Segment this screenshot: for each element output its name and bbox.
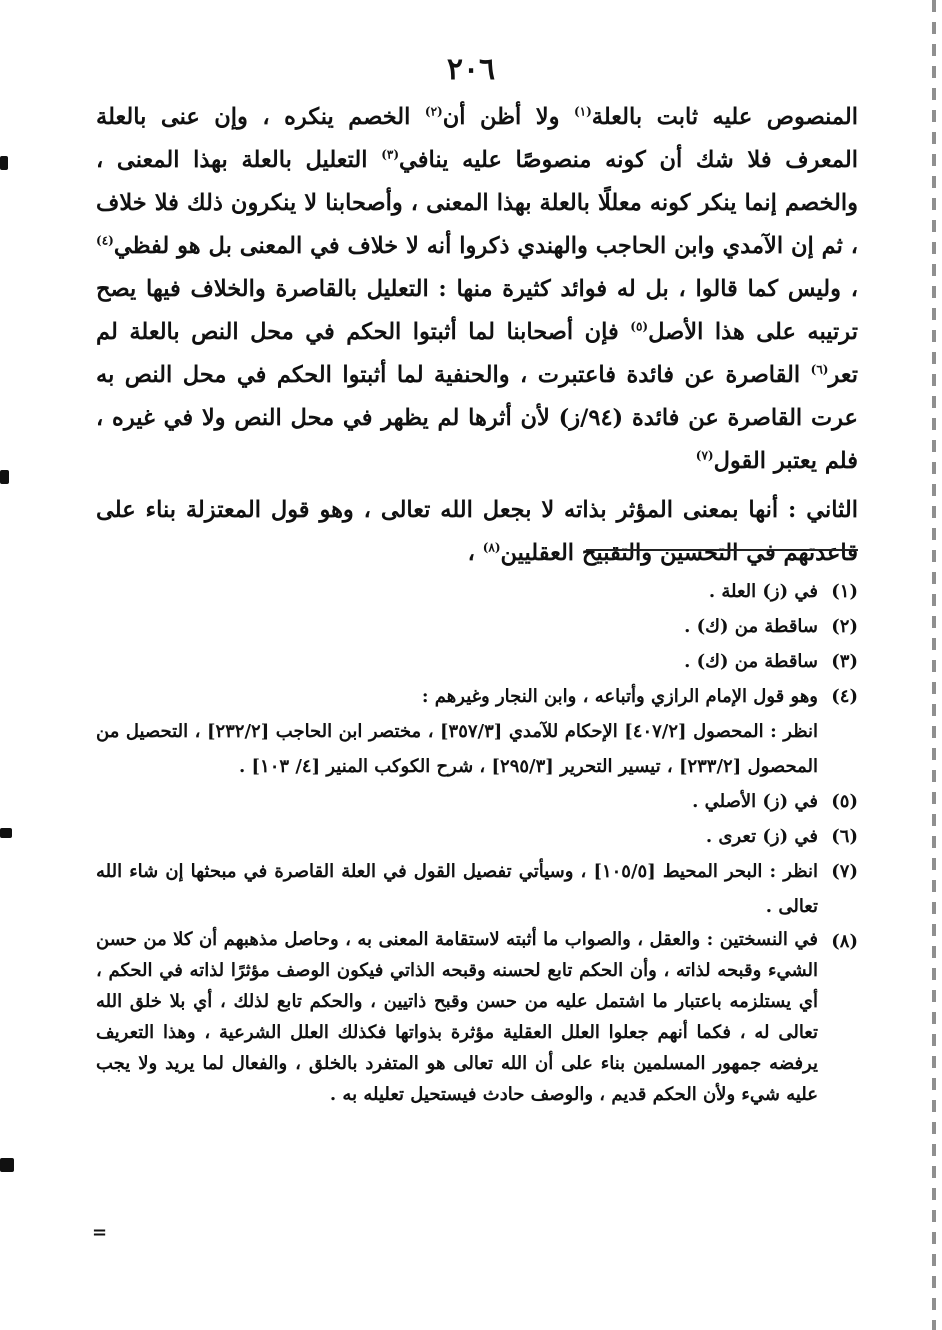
page-edge [932,0,936,1330]
text-segment: أنها بمعنى المؤثر بذاته لا بجعل الله تعالى ، وهو قول المعتزلة بناء على قاعدتهم في التحسين والتقبيح العقليين [96,497,858,566]
page-number: ٢٠٦ [446,52,496,87]
footnote-text: وهو قول الإمام الرازي وأتباعه ، وابن النجار وغيرهم : [421,686,818,707]
footnote-4 [96,679,858,784]
footnote-number: (٧) [831,861,858,882]
text-segment: القاصرة عن فائدة فاعتبرت ، والحنفية لما أثبتوا الحكم في محل النص به عرت القاصرة عن فائدة (٩٤/ز) لأن أثرها لم يظهر في محل النص ولا في غيره ، فلم يعتبر القول [96,362,858,474]
text-segment: فإن أصحابنا لما أثبتوا الحكم في محل النص بالعلة لم تعر [96,319,858,388]
paragraph-2 [96,489,858,575]
continuation-mark: = [92,1222,108,1243]
footnote-ref-1: (١) [573,104,592,119]
footnote-8 [96,924,858,1110]
paragraph-lead: الثاني : [788,497,858,523]
paragraph-1 [96,96,858,483]
footnote-7 [96,854,858,924]
text-segment: ، [467,540,483,566]
text-segment: ولا أظن أن [442,104,574,130]
footnote-ref-3: (٣) [381,147,400,162]
footnote-text: في (ز) الأصلي . [692,791,818,812]
footnote-ref-6: (٦) [810,362,829,377]
footnotes [96,574,858,1110]
footnote-number: (٣) [831,651,858,672]
footnote-number: (١) [831,581,858,602]
footnote-1 [96,574,858,609]
footnote-text: في (ز) العلة . [708,581,818,602]
footnote-ref-7: (٧) [695,448,714,463]
footnote-references: انظر : المحصول [٤٠٧/٢] الإحكام للآمدي [٣٥٧/٣] ، مختصر ابن الحاجب [٢٣٢/٢] ، التحصيل من المحصول [٢٣٣/٢] ، تيسير التحرير [٢٩٥/٣] ، شرح الكوكب المنير [٤/ ١٠٣] . [96,721,818,777]
text-segment: ، وليس كما قالوا ، بل له فوائد كثيرة منها : التعليل بالقاصرة والخلاف فيها يصح ترتيبه على هذا الأصل [96,276,858,345]
main-text [96,96,858,575]
text-segment: الخصم ينكره ، وإن عنى بالعلة المعرف فلا شك أن كونه منصوصًا عليه ينافي [96,104,858,173]
footnote-text: انظر : البحر المحيط [١٠٥/٥] ، وسيأتي تفصيل القول في العلة القاصرة في مبحثها إن شاء الله تعالى . [96,861,818,917]
footnote-text: ساقطة من (ك) . [684,651,818,672]
footnote-number: (٨) [831,931,858,952]
footnote-ref-5: (٥) [630,319,649,334]
footnote-ref-8: (٨) [482,540,501,555]
footnote-2 [96,609,858,644]
footnote-separator [586,549,858,551]
footnote-body [96,679,818,784]
footnote-text: في النسختين : والعقل ، والصواب ما أثبته لاستقامة المعنى به ، وحاصل مذهبهم أن كلا من حسن الشيء وقبحه لذاته ، وأن الحكم تابع لحسنه وقبحه الذاتي فيكون الوصف مؤثرًا لذاته في الحكم ، أي يستلزمه باعتبار ما اشتمل عليه من حسن وقبح ذاتيين ، والحكم تابع لذلك ، أي بلا خلق الله تعالى له ، فكما أنهم جعلوا العلل العقلية مؤثرة بذواتها فكذلك العلل الشرعية ، وهذا التعريف يرفضه جمهور المسلمين بناء على أن الله تعالى هو المتفرد بالخلق ، والفعال لما يريد ولا يجب عليه شيء ولأن الحكم قديم ، والوصف حادث فيستحيل تعليله به . [96,929,818,1105]
footnote-number: (٤) [831,686,858,707]
scan-mark [0,470,9,484]
scan-mark [0,828,12,838]
footnote-text: ساقطة من (ك) . [684,616,818,637]
footnote-number: (٦) [831,826,858,847]
footnote-ref-2: (٢) [424,104,443,119]
footnote-3 [96,644,858,679]
footnote-number: (٥) [831,791,858,812]
footnote-text: في (ز) تعرى . [705,826,818,847]
text-segment: المنصوص عليه ثابت بالعلة [591,104,859,130]
footnote-5 [96,784,858,819]
scan-mark [0,156,8,170]
footnote-number: (٢) [831,616,858,637]
footnote-6 [96,819,858,854]
scan-mark [0,1158,14,1172]
text-segment: التعليل بالعلة بهذا المعنى ، والخصم إنما ينكر كونه معللًا بالعلة بهذا المعنى ، وأصحابنا لا ينكرون ذلك فلا خلاف ، ثم إن الآمدي وابن الحاجب والهندي ذكروا أنه لا خلاف في المعنى بل هو لفظي [96,147,858,259]
footnote-ref-4: (٤) [96,233,114,248]
